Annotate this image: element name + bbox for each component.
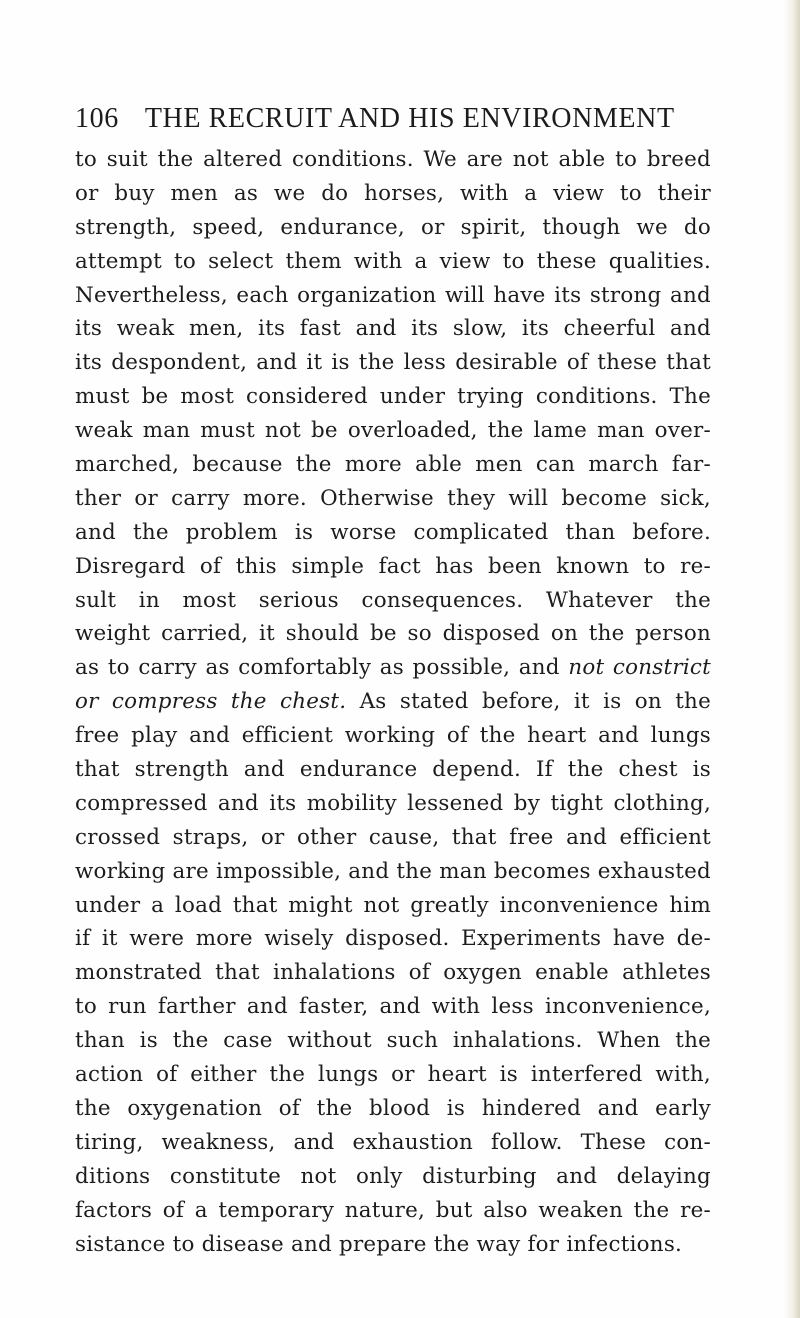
text-line: tiring, weakness, and exhaustion follow. These con- [75,1129,711,1155]
text-line: or buy men as we do horses, with a view to their [75,180,711,206]
text-line: free play and efficient working of the heart and lungs [75,723,711,749]
text-line: attempt to select them with a view to these qualities. [75,248,711,274]
text-run: as to carry as comfortably as possible, and [75,655,569,681]
text-line: ther or carry more. Otherwise they will become sick, [75,485,711,511]
running-head [75,103,705,135]
text-line: that strength and endurance depend. If the chest is [75,757,711,783]
text-run: As stated before, it is on the [346,689,711,715]
page-number: 106 [75,103,119,134]
text-line: marched, because the more able men can march far- [75,452,711,478]
text-line: to suit the altered conditions. We are not able to breed [75,147,711,172]
text-line: to run farther and faster, and with less inconvenience, [75,994,711,1020]
text-line: compressed and its mobility lessened by tight clothing, [75,790,711,816]
text-line: monstrated that inhalations of oxygen enable athletes [75,960,711,986]
text-line: its despondent, and it is the less desirable of these that [75,350,711,376]
text-line: strength, speed, endurance, or spirit, though we do [75,214,711,240]
text-line: sult in most serious consequences. Whatever the [75,587,711,613]
running-title: THE RECRUIT AND HIS ENVIRONMENT [144,103,675,134]
text-line: Nevertheless, each organization will have its strong and [75,282,711,308]
body-text [75,143,711,1261]
text-line: sistance to disease and prepare the way for infections. [75,1231,683,1257]
text-line: its weak men, its fast and its slow, its cheerful and [75,316,711,342]
text-line [75,685,711,719]
text-line: under a load that might not greatly inconvenience him [75,892,711,918]
text-line: action of either the lungs or heart is interfered with, [75,1062,711,1088]
text-line: and the problem is worse complicated than before. [75,519,711,545]
text-line: Disregard of this simple fact has been known to re- [75,553,711,579]
text-line: weak man must not be overloaded, the lame man over- [75,418,711,444]
text-line: if it were more wisely disposed. Experiments have de- [75,926,711,952]
text-line: factors of a temporary nature, but also weaken the re- [75,1197,711,1223]
italic-emphasis: not constrict [568,655,711,681]
italic-emphasis: or compress the chest. [75,689,347,715]
text-line: the oxygenation of the blood is hindered and early [75,1095,711,1121]
text-line: must be most considered under trying conditions. The [75,384,711,410]
text-line: than is the case without such inhalations. When the [75,1028,711,1054]
text-line: working are impossible, and the man becomes exhausted [75,858,711,884]
text-line: crossed straps, or other cause, that free and efficient [75,824,711,850]
page-edge-shadow [784,0,800,1318]
text-line [75,651,711,685]
text-line: weight carried, it should be so disposed on the person [75,621,711,647]
text-line: ditions constitute not only disturbing and delaying [75,1163,711,1189]
